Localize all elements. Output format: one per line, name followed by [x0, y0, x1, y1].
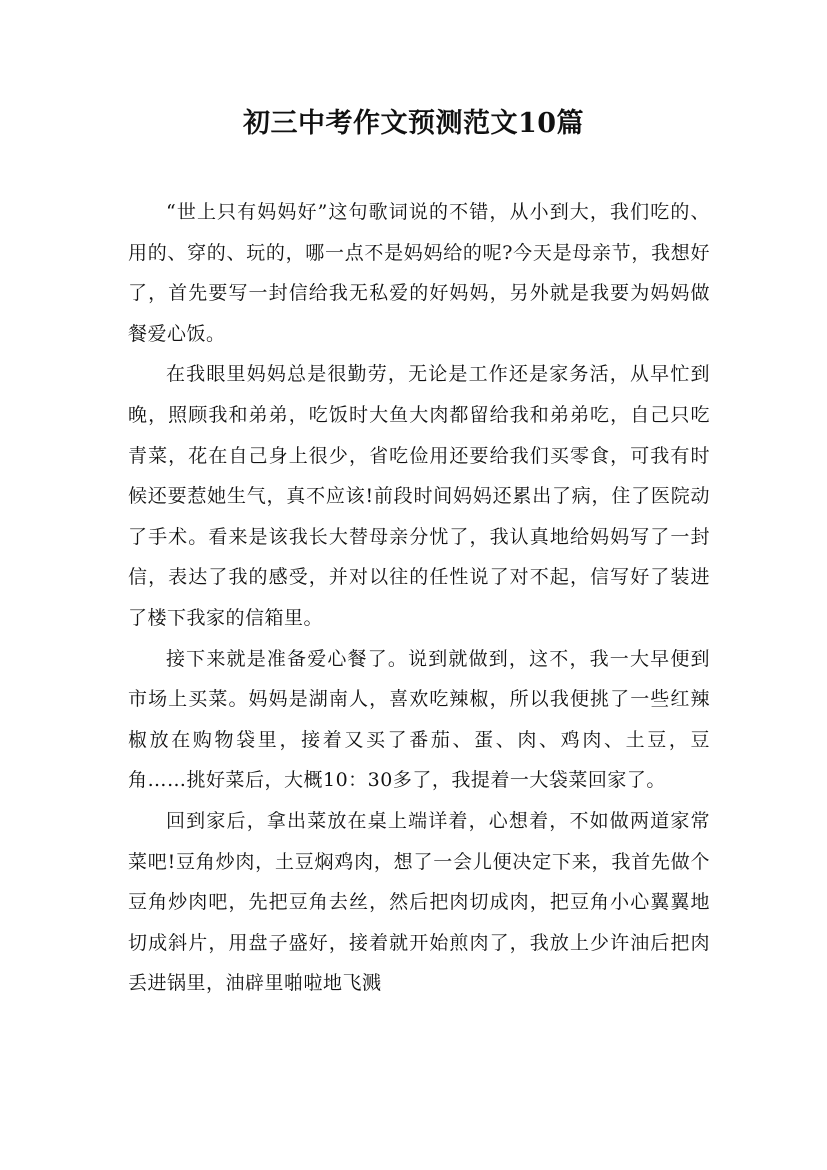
paragraph-2: 在我眼里妈妈总是很勤劳，无论是工作还是家务活，从早忙到晚，照顾我和弟弟，吃饭时大鱼大肉都留给我和弟弟吃，自己只吃青菜，花在自己身上很少，省吃俭用还要给我们买零食，可我有时候还要惹她生气，真不应该!前段时间妈妈还累出了病，住了医院动了手术。看来是该我长大替母亲分忧了，我认真地给妈妈写了一封信，表达了我的感受，并对以往的任性说了对不起，信写好了装进了楼下我家的信箱里。 [128, 363, 710, 629]
document-body [128, 192, 710, 1004]
paragraph-1: “世上只有妈妈好”这句歌词说的不错，从小到大，我们吃的、用的、穿的、玩的，哪一点不是妈妈给的呢?今天是母亲节，我想好了，首先要写一封信给我无私爱的好妈妈，另外就是我要为妈妈做餐爱心饭。 [128, 201, 710, 345]
paragraph-3: 接下来就是准备爱心餐了。说到就做到，这不，我一大早便到市场上买菜。妈妈是湖南人，喜欢吃辣椒，所以我便挑了一些红辣椒放在购物袋里，接着又买了番茄、蛋、肉、鸡肉、土豆，豆角……挑好菜后，大概10：30多了，我提着一大袋菜回家了。 [128, 647, 710, 792]
document-title: 初三中考作文预测范文10篇 [242, 108, 585, 139]
paragraph-4: 回到家后，拿出菜放在桌上端详着，心想着，不如做两道家常菜吧!豆角炒肉，土豆焖鸡肉，想了一会儿便决定下来，我首先做个豆角炒肉吧，先把豆角去丝，然后把肉切成肉，把豆角小心翼翼地切成斜片，用盘子盛好，接着就开始煎肉了，我放上少许油后把肉丢进锅里，油辟里啪啦地飞溅 [128, 809, 710, 995]
